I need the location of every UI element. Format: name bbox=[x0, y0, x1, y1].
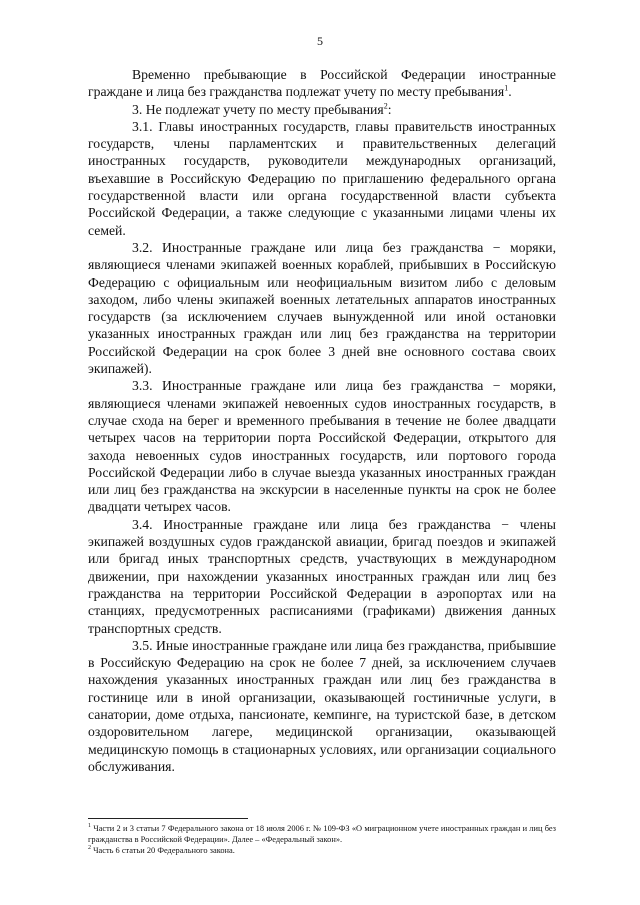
paragraph-3-3: 3.3. Иностранные граждане или лица без гражданства − моряки, являющиеся членами экипажей невоенных судов иностранных государств, в случае схода на берег и временного пребывания в течение не более двадцати четырех часов на территории порта Российской Федерации, открытого для захода невоенных судов иностранных государств, или портового города Российской Федерации либо в случае выезда указанных иностранных граждан или лиц без гражданства на экскурсии в населенные пункты на срок не более двадцати четырех часов. bbox=[88, 378, 556, 515]
footnote-mark-1: 1 bbox=[88, 823, 91, 830]
page-number: 5 bbox=[317, 34, 323, 48]
footnote-ref-2[interactable]: 2 bbox=[383, 101, 388, 111]
body-text bbox=[88, 66, 556, 775]
paragraph-3-5: 3.5. Иные иностранные граждане или лица без гражданства, прибывшие в Российскую Федерацию на срок не более 7 дней, за исключением случаев нахождения указанных иностранных граждан или лиц без гражданства в гостинице или в иной организации, оказывающей гостиничные услуги, в санатории, доме отдыха, пансионате, кемпинге, на туристской базе, в детском оздоровительном лагере, медицинской организации, оказывающей медицинскую помощь в стационарных условиях, или организации социального обслуживания. bbox=[88, 637, 556, 774]
footnote-divider bbox=[88, 818, 248, 819]
paragraph-3-2: 3.2. Иностранные граждане или лица без гражданства − моряки, являющиеся членами экипажей военных кораблей, прибывших в Российскую Федерацию с официальным или неофициальным визитом либо с деловым заходом, либо члены экипажей военных летательных аппаратов иностранных государств (за исключением случаев вынужденной или иной остановки указанных иностранных граждан или лиц без гражданства на территории Российской Федерации на срок более 3 дней вне основного состава своих экипажей). bbox=[88, 239, 556, 377]
footnote-mark-2: 2 bbox=[88, 845, 91, 852]
footnote-2: $^2$ Часть 6 статьи 20 Федерального закона. bbox=[88, 845, 235, 855]
paragraph-intro: Временно пребывающие в Российской Федерации иностранные граждане и лица без гражданства подлежат учету по месту пребывания$^1$. bbox=[88, 67, 556, 100]
footnote-1: $^1$ Части 2 и 3 статьи 7 Федерального закона от 18 июля 2006 г. № 109-ФЗ «О миграционном учете иностранных граждан и лиц без гражданства в Российской Федерации». Далее – «Федеральный закон». bbox=[88, 823, 556, 844]
paragraph-section-3: 3. Не подлежат учету по месту пребывания$^2$: bbox=[132, 101, 392, 117]
footnote-ref-1[interactable]: 1 bbox=[504, 83, 509, 93]
paragraph-3-1: 3.1. Главы иностранных государств, главы правительств иностранных государств, члены парламентских и правительственных делегаций иностранных государств, руководители международных организаций, въехавшие в Российскую Федерацию по приглашению федерального органа государственной власти или органа государственной власти субъекта Российской Федерации, а также следующие с указанными лицами члены их семей. bbox=[88, 118, 556, 238]
paragraph-3-4: 3.4. Иностранные граждане или лица без гражданства − члены экипажей воздушных судов гражданской авиации, бригад поездов и экипажей или бригад иных транспортных средств, участвующих в международном движении, при нахождении указанных иностранных граждан или лиц без гражданства на территории Российской Федерации в аэропортах или на станциях, предусмотренных расписаниями (графиками) движения данных транспортных средств. bbox=[88, 516, 556, 636]
footnotes bbox=[88, 823, 556, 856]
